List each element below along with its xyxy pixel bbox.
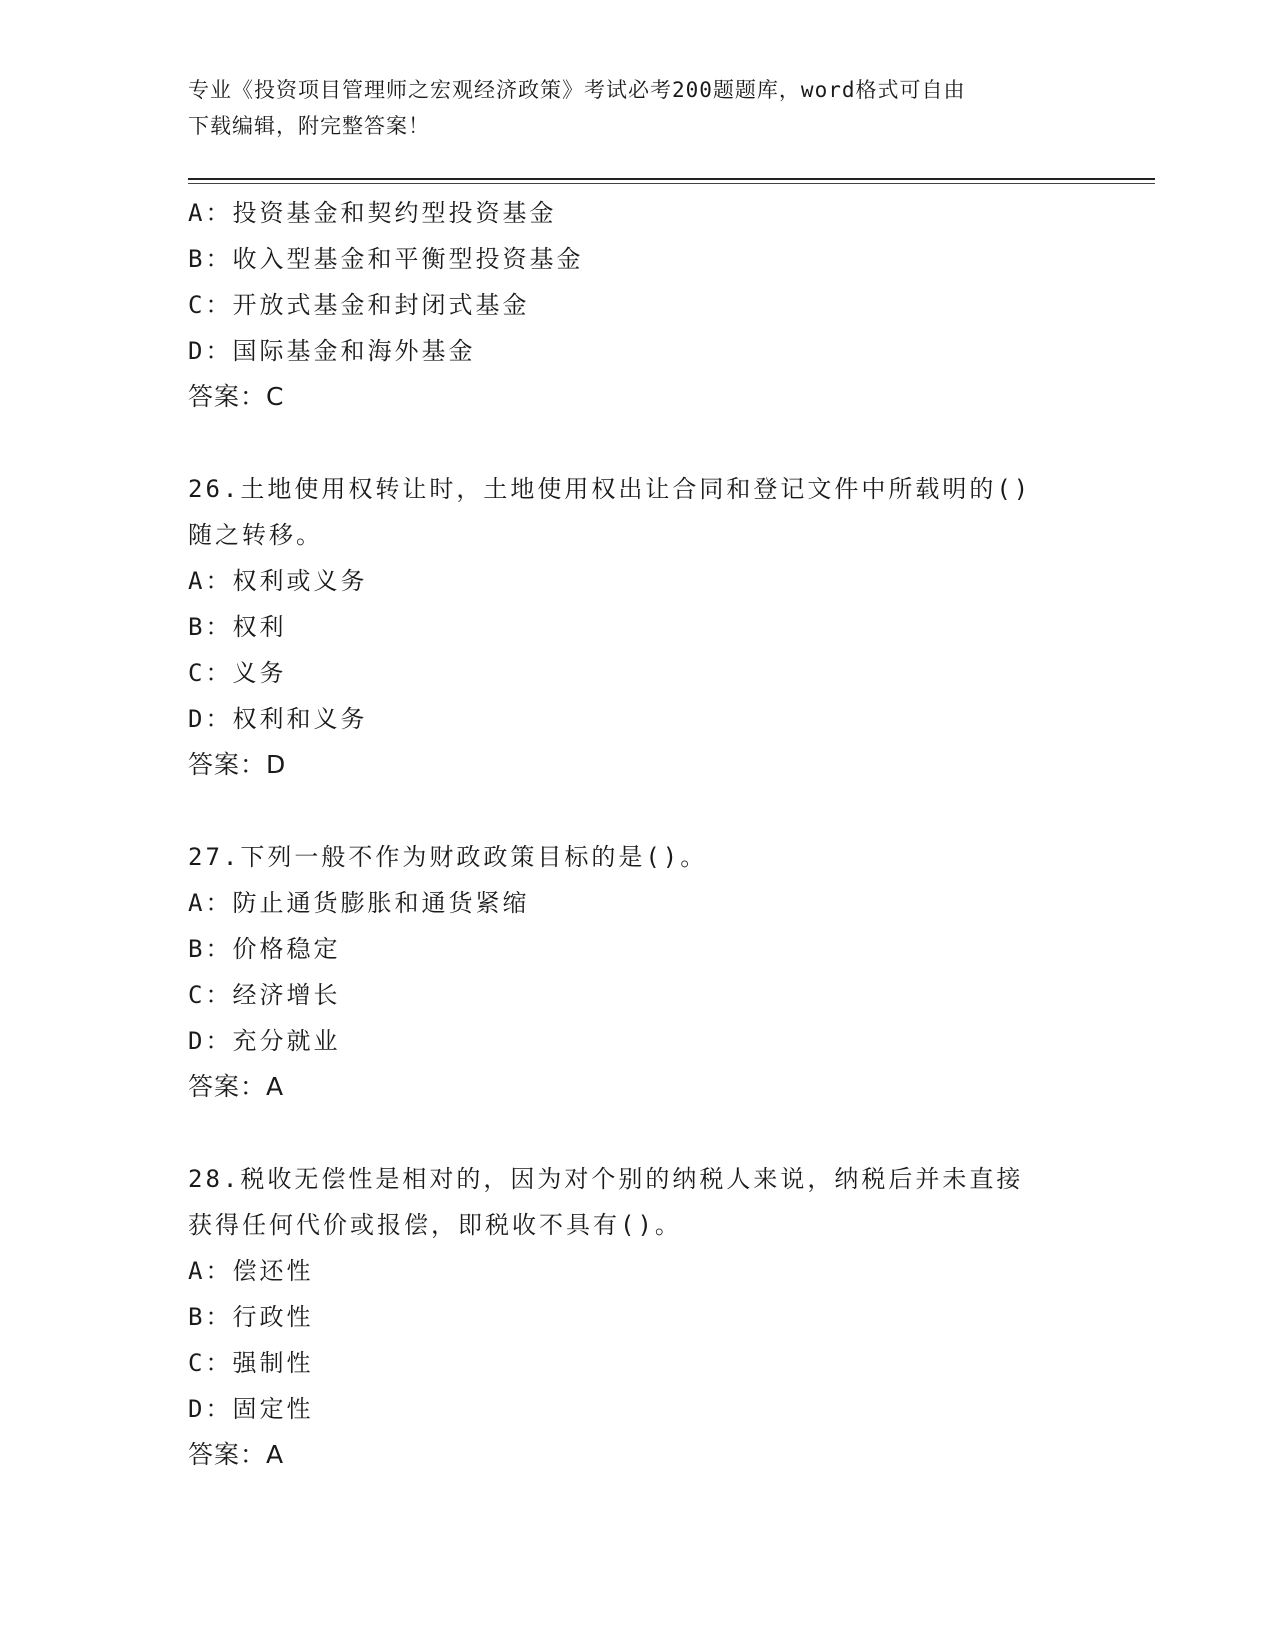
option-d: D：固定性 [188,1395,314,1423]
question-25 [188,190,1088,420]
option-c: C：经济增长 [188,981,341,1009]
question-27 [188,834,1088,1110]
header-line-1: 专业《投资项目管理师之宏观经济政策》考试必考200题题库，word格式可自由 [188,78,966,102]
option-a: A：防止通货膨胀和通货紧缩 [188,889,530,917]
question-stem-line-2: 随之转移。 [188,521,323,549]
option-d: D：充分就业 [188,1027,341,1055]
spacer [188,788,1088,834]
option-d: D：国际基金和海外基金 [188,337,476,365]
question-stem-line-2: 获得任何代价或报偿，即税收不具有()。 [188,1211,682,1239]
header-divider-thin [188,183,1155,184]
question-list [188,190,1088,1478]
answer: 答案：A [188,1440,285,1469]
document-header [188,72,1088,144]
option-a: A：偿还性 [188,1257,314,1285]
option-b: B：收入型基金和平衡型投资基金 [188,245,584,273]
option-a: A：权利或义务 [188,567,368,595]
option-d: D：权利和义务 [188,705,368,733]
spacer [188,1110,1088,1156]
answer: 答案：D [188,750,287,779]
option-a: A：投资基金和契约型投资基金 [188,199,557,227]
option-b: B：价格稳定 [188,935,341,963]
question-26 [188,466,1088,788]
answer: 答案：A [188,1072,285,1101]
question-stem-line-1: 28.税收无偿性是相对的，因为对个别的纳税人来说，纳税后并未直接 [188,1165,1024,1193]
option-b: B：行政性 [188,1303,314,1331]
question-28 [188,1156,1088,1478]
option-b: B：权利 [188,613,287,641]
question-stem-line-1: 26.土地使用权转让时，土地使用权出让合同和登记文件中所载明的() [188,475,1032,503]
spacer [188,420,1088,466]
question-stem-line-1: 27.下列一般不作为财政政策目标的是()。 [188,843,708,871]
answer: 答案：C [188,382,285,411]
option-c: C：强制性 [188,1349,314,1377]
option-c: C：义务 [188,659,287,687]
header-line-2: 下载编辑，附完整答案！ [188,114,430,138]
header-divider-thick [188,178,1155,180]
option-c: C：开放式基金和封闭式基金 [188,291,530,319]
